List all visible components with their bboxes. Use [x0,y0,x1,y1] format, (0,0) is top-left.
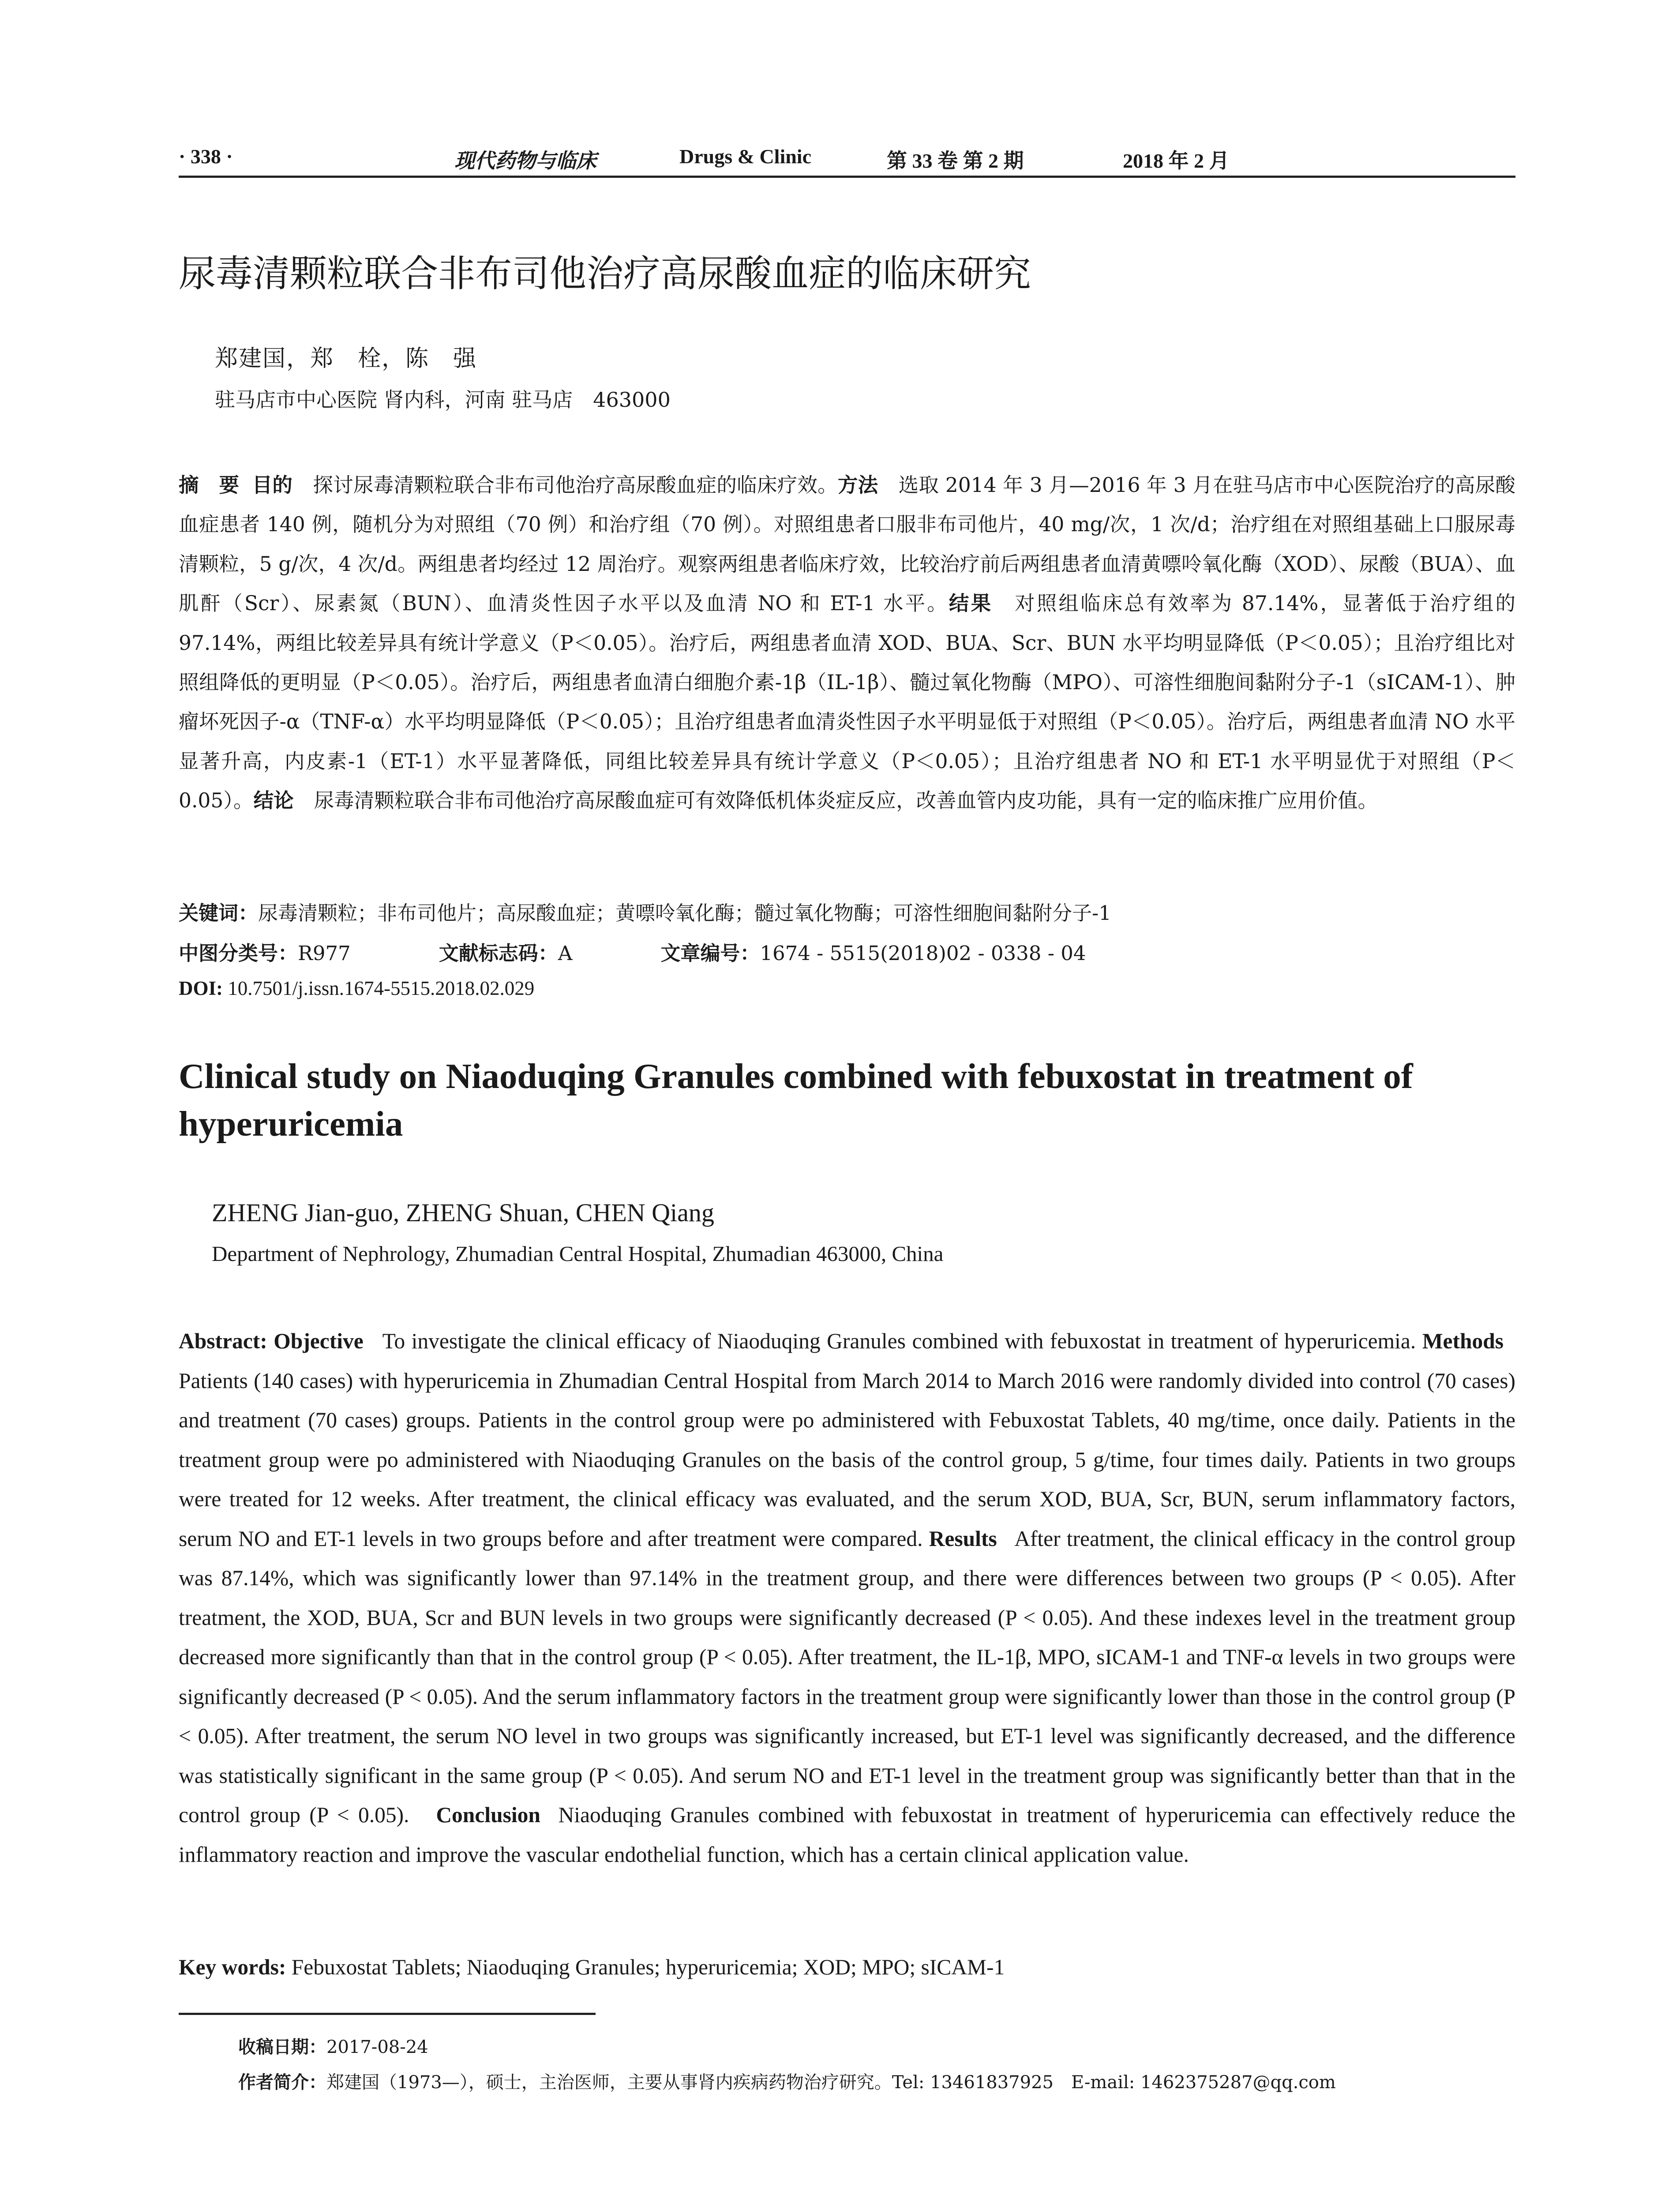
en-objective: To investigate the clinical efficacy of Niaoduqing Granules combined with febuxostat in treatment of hyperuricemia. [382,1329,1416,1353]
received-date [238,2033,1518,2058]
en-keywords-text: Febuxostat Tablets; Niaoduqing Granules; hyperuricemia; XOD; MPO; sICAM-1 [291,1955,1005,1979]
en-abstract-label: Abstract: [179,1329,267,1353]
received-label: 收稿日期： [238,2037,326,2057]
cn-affiliation: 驻马店市中心医院 肾内科，河南 驻马店 463000 [215,388,671,412]
cn-objective-label: 目的 [252,473,293,497]
running-header [179,142,1515,178]
cn-conclusion: 尿毒清颗粒联合非布司他治疗高尿酸血症可有效降低机体炎症反应，改善血管内皮功能，具有一定的临床推广应用价值。 [314,789,1378,813]
en-conclusion-label: Conclusion [436,1803,540,1827]
cn-objective: 探讨尿毒清颗粒联合非布司他治疗高尿酸血症的临床疗效。 [313,473,838,497]
cn-results: 对照组临床总有效率为 87.14%，显著低于治疗组的 97.14%，两组比较差异具有统计学意义（P＜0.05）。治疗后，两组患者血清 XOD、BUA、Scr、BUN 水平均明显降低（P＜0.05）；且治疗组比对照组降低的更明显（P＜0.05）。治疗后，两组患者血清白细胞介素-1β（IL-1β）、髓过氧化物酶（MPO）、可溶性细胞间黏附分子-1（sICAM-1）、肿瘤坏死因子-α（TNF-α）水平均明显降低（P＜0.05）；且治疗组患者血清炎性因子水平明显低于对照组（P＜0.05）。治疗后，两组患者血清 NO 水平显著升高，内皮素-1（ET-1）水平显著降低，同组比较差异具有统计学意义（P＜0.05）；且治疗组患者 NO 和 ET-1 水平明显优于对照组（P＜0.05）。 [179,592,1522,813]
en-authors: ZHENG Jian-guo, ZHENG Shuan, CHEN Qiang [212,1198,714,1227]
en-results: After treatment, the clinical efficacy in the control group was 87.14%, which was significantly lower than 97.14% in the treatment group, and there were differences between two groups (P < 0.05). After treatment, the XOD, BUA, Scr and BUN levels in two groups were significantly decreased (P < 0.05). And these indexes level in the treatment group decreased more significantly than that in the control group (P < 0.05). After treatment, the IL-1β, MPO, sICAM-1 and TNF-α levels in two groups were significantly decreased (P < 0.05). And the serum inflammatory factors in the treatment group were significantly lower than those in the control group (P < 0.05). After treatment, the serum NO level in two groups was significantly increased, but ET-1 level was significantly decreased, and the difference was statistically significant in the same group (P < 0.05). And serum NO and ET-1 level in the treatment group was significantly better than that in the control group (P < 0.05). [179,1526,1515,1827]
en-keywords [179,1955,1515,1980]
clc-label: 中图分类号： [179,942,298,965]
article-id-value: 1674 - 5515(2018)02 - 0338 - 04 [760,942,1086,965]
en-abstract [179,1321,1515,1874]
received-value: 2017-08-24 [326,2037,428,2057]
footnote-divider [179,2013,596,2015]
en-conclusion: Niaoduqing Granules combined with febuxostat in treatment of hyperuricemia can effectively reduce the inflammatory reaction and improve the vascular endothelial function, which has a certain clinical application value. [179,1803,1516,1867]
doc-code-value: A [558,942,573,965]
cn-abstract [179,465,1522,821]
cn-keywords [179,897,1515,926]
doc-code-label: 文献标志码： [439,942,558,965]
doi-label: DOI: [179,977,223,999]
cn-classification [179,937,1515,966]
en-methods: Patients (140 cases) with hyperuricemia in Zhumadian Central Hospital from March 2014 to March 2016 were randomly divided into control (70 cases) and treatment (70 cases) groups. Patients in the control group were po administered with Febuxostat Tablets, 40 mg/time, once daily. Patients in the treatment group were po administered with Niaoduqing Granules on the basis of the control group, 5 g/time, four times daily. Patients in two groups were treated for 12 weeks. After treatment, the clinical efficacy was evaluated, and the serum XOD, BUA, Scr, BUN, serum inflammatory factors, serum NO and ET-1 levels in two groups before and after treatment were compared. [179,1368,1515,1551]
cn-methods: 选取 2014 年 3 月—2016 年 3 月在驻马店市中心医院治疗的高尿酸血症患者 140 例，随机分为对照组（70 例）和治疗组（70 例）。对照组患者口服非布司他片，40 mg/次，1 次/d；治疗组在对照组基础上口服尿毒清颗粒，5 g/次，4 次/d。两组患者均经过 12 周治疗。观察两组患者临床疗效，比较治疗前后两组患者血清黄嘌呤氧化酶（XOD）、尿酸（BUA）、血肌酐（Scr）、尿素氮（BUN）、血清炎性因子水平以及血清 NO 和 ET-1 水平。 [179,473,1515,615]
cn-keywords-text: 尿毒清颗粒；非布司他片；高尿酸血症；黄嘌呤氧化酶；髓过氧化物酶；可溶性细胞间黏附分子-1 [258,901,1111,925]
en-objective-label: Objective [274,1329,364,1353]
author-bio-text: 郑建国（1973—），硕士，主治医师，主要从事肾内疾病药物治疗研究。Tel: 13461837925 E-mail: 1462375287@qq.com [326,2072,1336,2093]
cn-conclusion-label: 结论 [253,789,294,813]
issue-date: 2018 年 2 月 [1123,150,1230,172]
journal-name-cn: 现代药物与临床 [454,150,596,172]
author-bio [238,2068,1518,2093]
cn-title: 尿毒清颗粒联合非布司他治疗高尿酸血症的临床研究 [179,252,1031,295]
en-keywords-label: Key words: [179,1955,286,1979]
doi-line [179,977,1515,1000]
clc-value: R977 [298,942,351,965]
en-title: Clinical study on Niaoduqing Granules combined with febuxostat in treatment of hyperuricemia [179,1056,1413,1144]
en-affiliation: Department of Nephrology, Zhumadian Central Hospital, Zhumadian 463000, China [212,1242,944,1266]
cn-results-label: 结果 [949,592,993,615]
cn-authors: 郑建国，郑 栓，陈 强 [215,345,477,372]
doi-link[interactable]: 10.7501/j.issn.1674-5515.2018.02.029 [228,977,535,999]
cn-methods-label: 方法 [837,473,878,497]
page-number: · 338 · [179,145,233,168]
cn-keywords-label: 关键词： [179,901,259,925]
author-bio-label: 作者简介： [238,2072,326,2093]
volume-issue: 第 33 卷 第 2 期 [887,150,1024,172]
article-id-label: 文章编号： [660,942,760,965]
en-methods-label: Methods [1422,1329,1504,1353]
journal-name-en: Drugs & Clinic [679,145,811,168]
cn-abstract-label: 摘 要 [179,473,240,497]
en-results-label: Results [929,1526,997,1551]
